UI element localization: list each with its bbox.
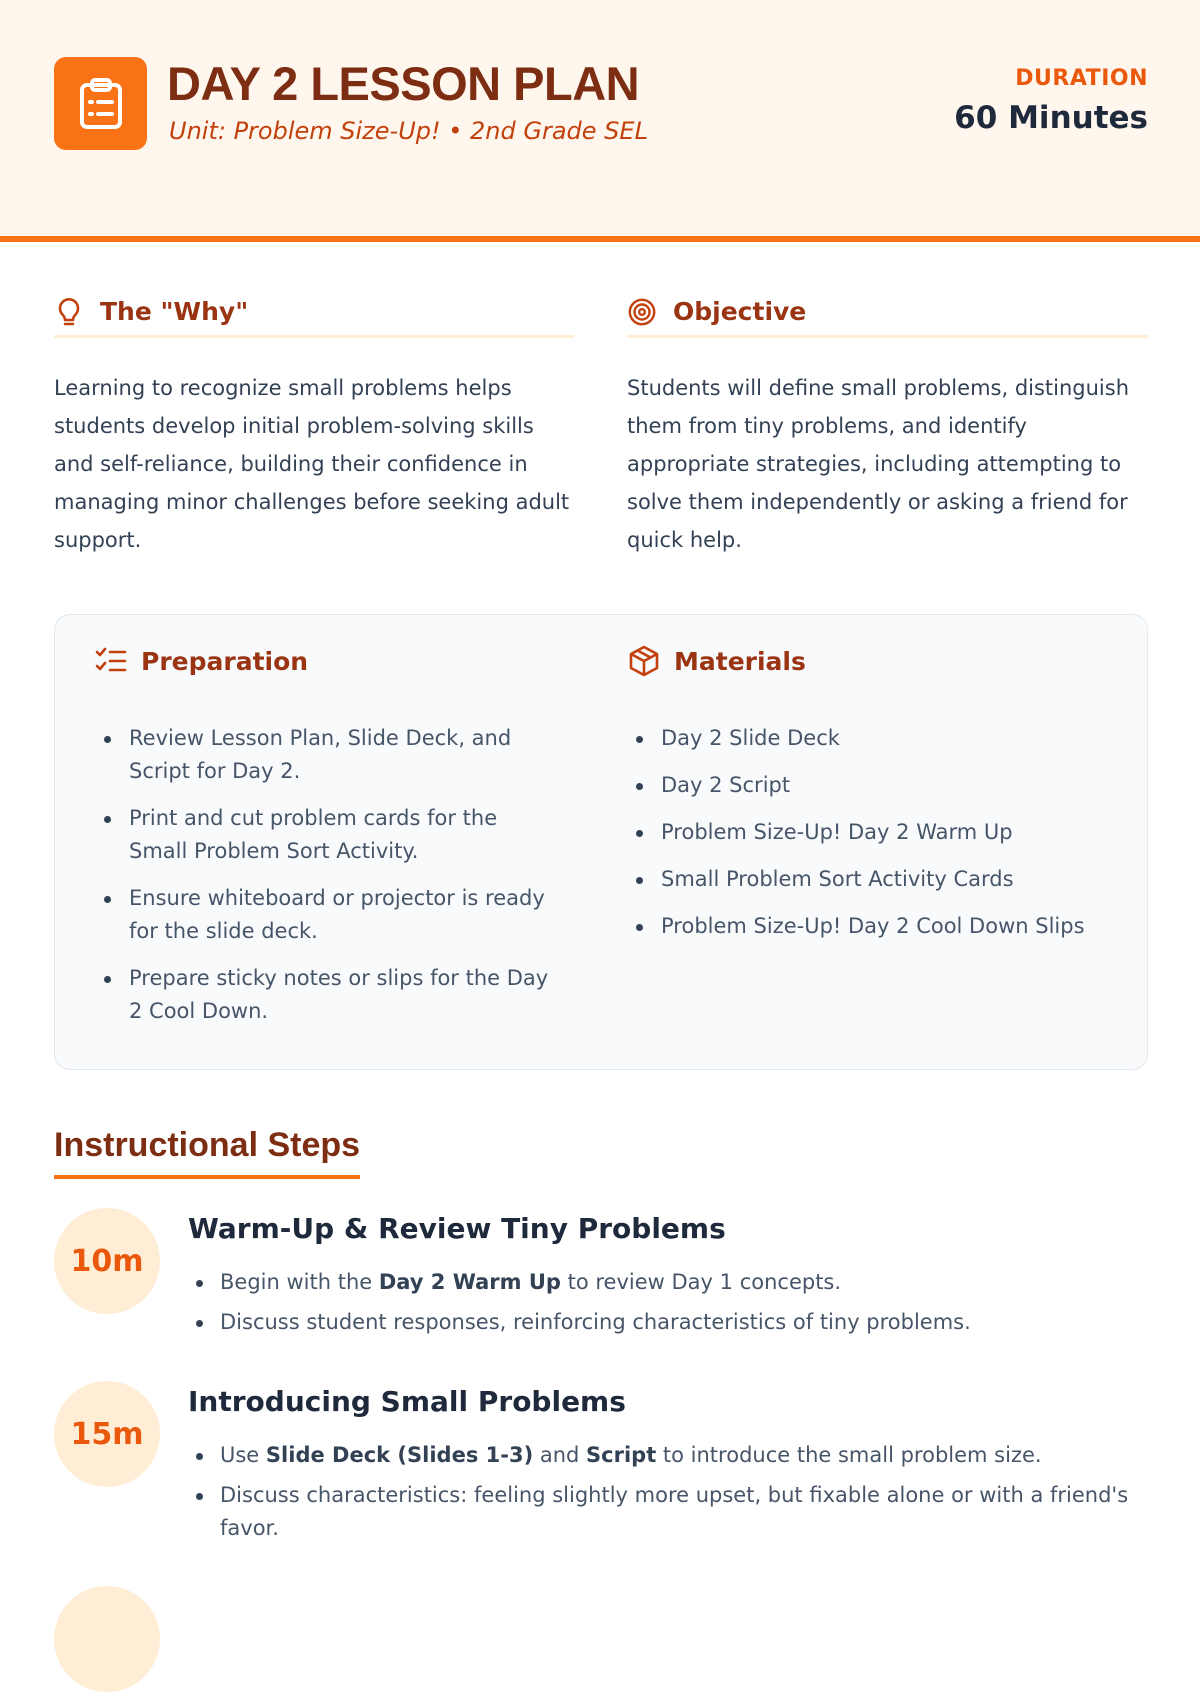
- step-title: Warm-Up & Review Tiny Problems: [188, 1212, 726, 1245]
- list-item: Small Problem Sort Activity Cards: [633, 863, 1123, 896]
- step-bullets: [188, 1266, 1148, 1346]
- preparation-title: Preparation: [141, 646, 309, 676]
- list-item: Discuss student responses, reinforcing characteristics of tiny problems.: [188, 1306, 1148, 1339]
- target-icon: [627, 297, 657, 327]
- page-header: [0, 0, 1200, 242]
- why-heading: [54, 288, 574, 338]
- objective-heading: [627, 288, 1148, 338]
- step-time-badge: 10m: [54, 1208, 160, 1314]
- materials-heading: [628, 645, 806, 677]
- list-item: Use Slide Deck (Slides 1-3) and Script to introduce the small problem size.: [188, 1439, 1148, 1472]
- page-subtitle: Unit: Problem Size-Up! • 2nd Grade SEL: [169, 117, 648, 145]
- preparation-list: [101, 722, 561, 1042]
- materials-list: [633, 722, 1123, 957]
- step-title: Introducing Small Problems: [188, 1385, 626, 1418]
- list-item: Prepare sticky notes or slips for the Day 2 Cool Down.: [101, 962, 561, 1028]
- list-item: Problem Size-Up! Day 2 Warm Up: [633, 816, 1123, 849]
- duration-value: 60 Minutes: [954, 100, 1148, 136]
- objective-text: Students will define small problems, distinguish them from tiny problems, and identify appropriate strategies, including attempting to solve them independently or asking a friend for quick help.: [627, 376, 1130, 552]
- objective-title: Objective: [673, 297, 807, 326]
- step-3-badge: [54, 1586, 160, 1692]
- step-bullets: [188, 1439, 1148, 1552]
- steps-title: Instructional Steps: [54, 1126, 360, 1179]
- list-item: Day 2 Slide Deck: [633, 722, 1123, 755]
- list-item: Begin with the Day 2 Warm Up to review Day 1 concepts.: [188, 1266, 1148, 1299]
- step-time-badge: 15m: [54, 1381, 160, 1487]
- list-item: Problem Size-Up! Day 2 Cool Down Slips: [633, 910, 1123, 943]
- list-item: Ensure whiteboard or projector is ready for the slide deck.: [101, 882, 561, 948]
- package-icon: [628, 645, 660, 677]
- step-1: [54, 1208, 1148, 1358]
- materials-title: Materials: [674, 646, 806, 676]
- list-item: Print and cut problem cards for the Small Problem Sort Activity.: [101, 802, 561, 868]
- why-title: The "Why": [100, 297, 249, 326]
- preparation-heading: [95, 645, 308, 677]
- why-text: Learning to recognize small problems helps students develop initial problem-solving skills and self-reliance, building their confidence in managing minor challenges before seeking adult support.: [54, 376, 570, 552]
- step-2: [54, 1381, 1148, 1551]
- page-title: DAY 2 LESSON PLAN: [167, 57, 640, 110]
- prep-materials-box: [54, 614, 1148, 1070]
- list-item: Review Lesson Plan, Slide Deck, and Script for Day 2.: [101, 722, 561, 788]
- list-item: Day 2 Script: [633, 769, 1123, 802]
- clipboard-icon: [54, 57, 147, 150]
- duration-label: DURATION: [1015, 66, 1148, 91]
- lightbulb-icon: [54, 297, 84, 327]
- checklist-icon: [95, 645, 127, 677]
- list-item: Discuss characteristics: feeling slightly more upset, but fixable alone or with a friend's favor.: [188, 1479, 1148, 1545]
